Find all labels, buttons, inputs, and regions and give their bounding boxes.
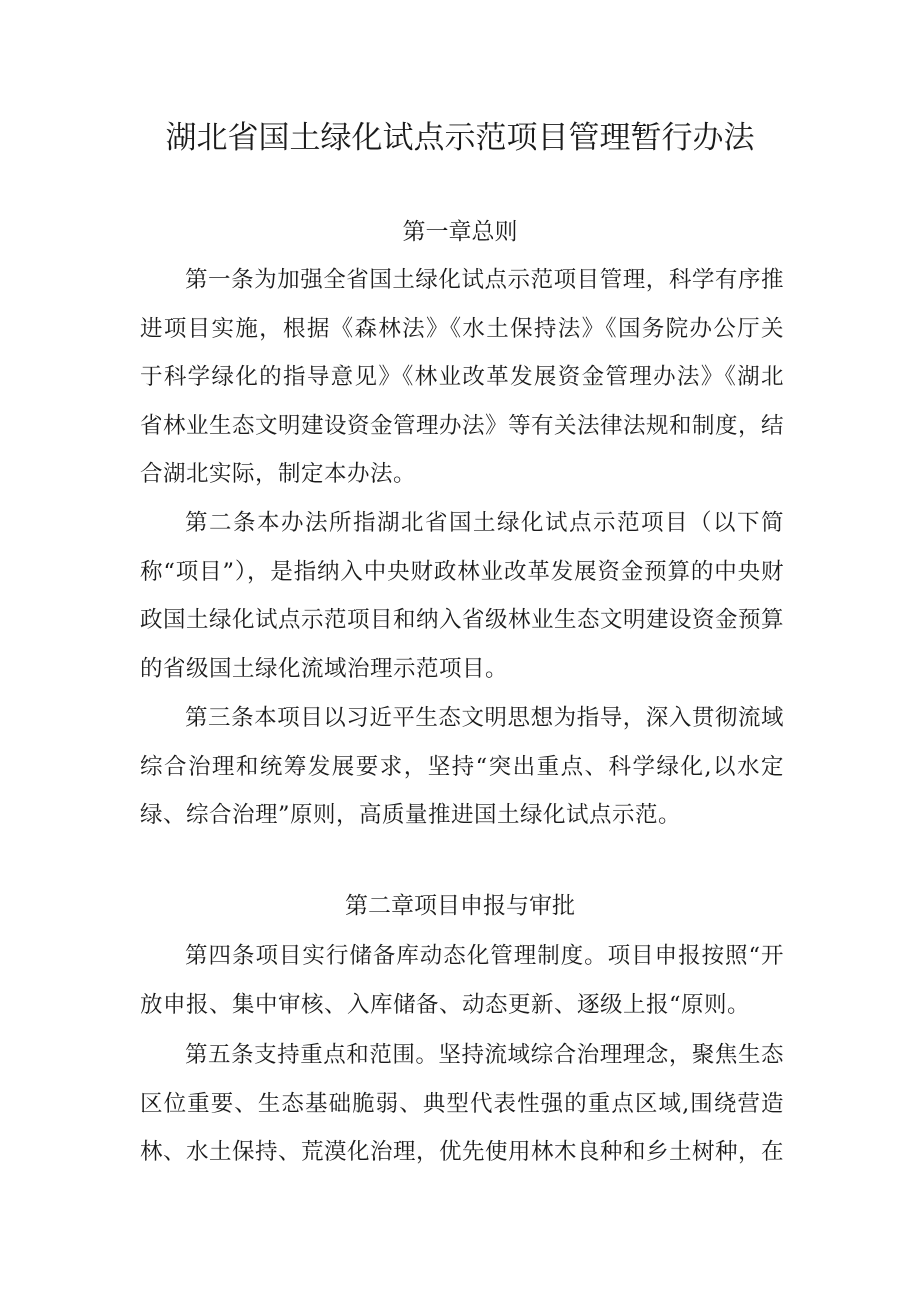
article-paragraph: 第五条支持重点和范围。坚持流域综合治理理念，聚焦生态区位重要、生态基础脆弱、典型代表性强的重点区域,围绕营造林、水土保持、荒漠化治理，优先使用林木良种和乡土树种，在 [140, 1042, 785, 1165]
article-paragraph: 第三条本项目以习近平生态文明思想为指导，深入贯彻流域综合治理和统筹发展要求，坚持“突出重点、科学绿化,以水定绿、综合治理”原则，高质量推进国土绿化试点示范。 [140, 705, 784, 828]
document-title: 湖北省国土绿化试点示范项目管理暂行办法 [165, 120, 755, 156]
article-paragraph: 第二条本办法所指湖北省国土绿化试点示范项目（以下简称“项目”），是指纳入中央财政林业改革发展资金预算的中央财政国土绿化试点示范项目和纳入省级林业生态文明建设资金预算的省级国土绿化流域治理示范项目。 [140, 510, 785, 682]
article-paragraph: 第一条为加强全省国土绿化试点示范项目管理，科学有序推进项目实施，根据《森林法》《水土保持法》《国务院办公厅关于科学绿化的指导意见》《林业改革发展资金管理办法》《湖北省林业生态文明建设资金管理办法》等有关法律法规和制度，结合湖北实际，制定本办法。 [140, 267, 785, 487]
chapter-heading: 第一章总则 [402, 219, 518, 245]
article-paragraph: 第四条项目实行储备库动态化管理制度。项目申报按照“开放申报、集中审核、入库储备、动态更新、逐级上报“原则。 [140, 943, 784, 1018]
chapter-heading: 第二章项目申报与审批 [345, 893, 575, 919]
